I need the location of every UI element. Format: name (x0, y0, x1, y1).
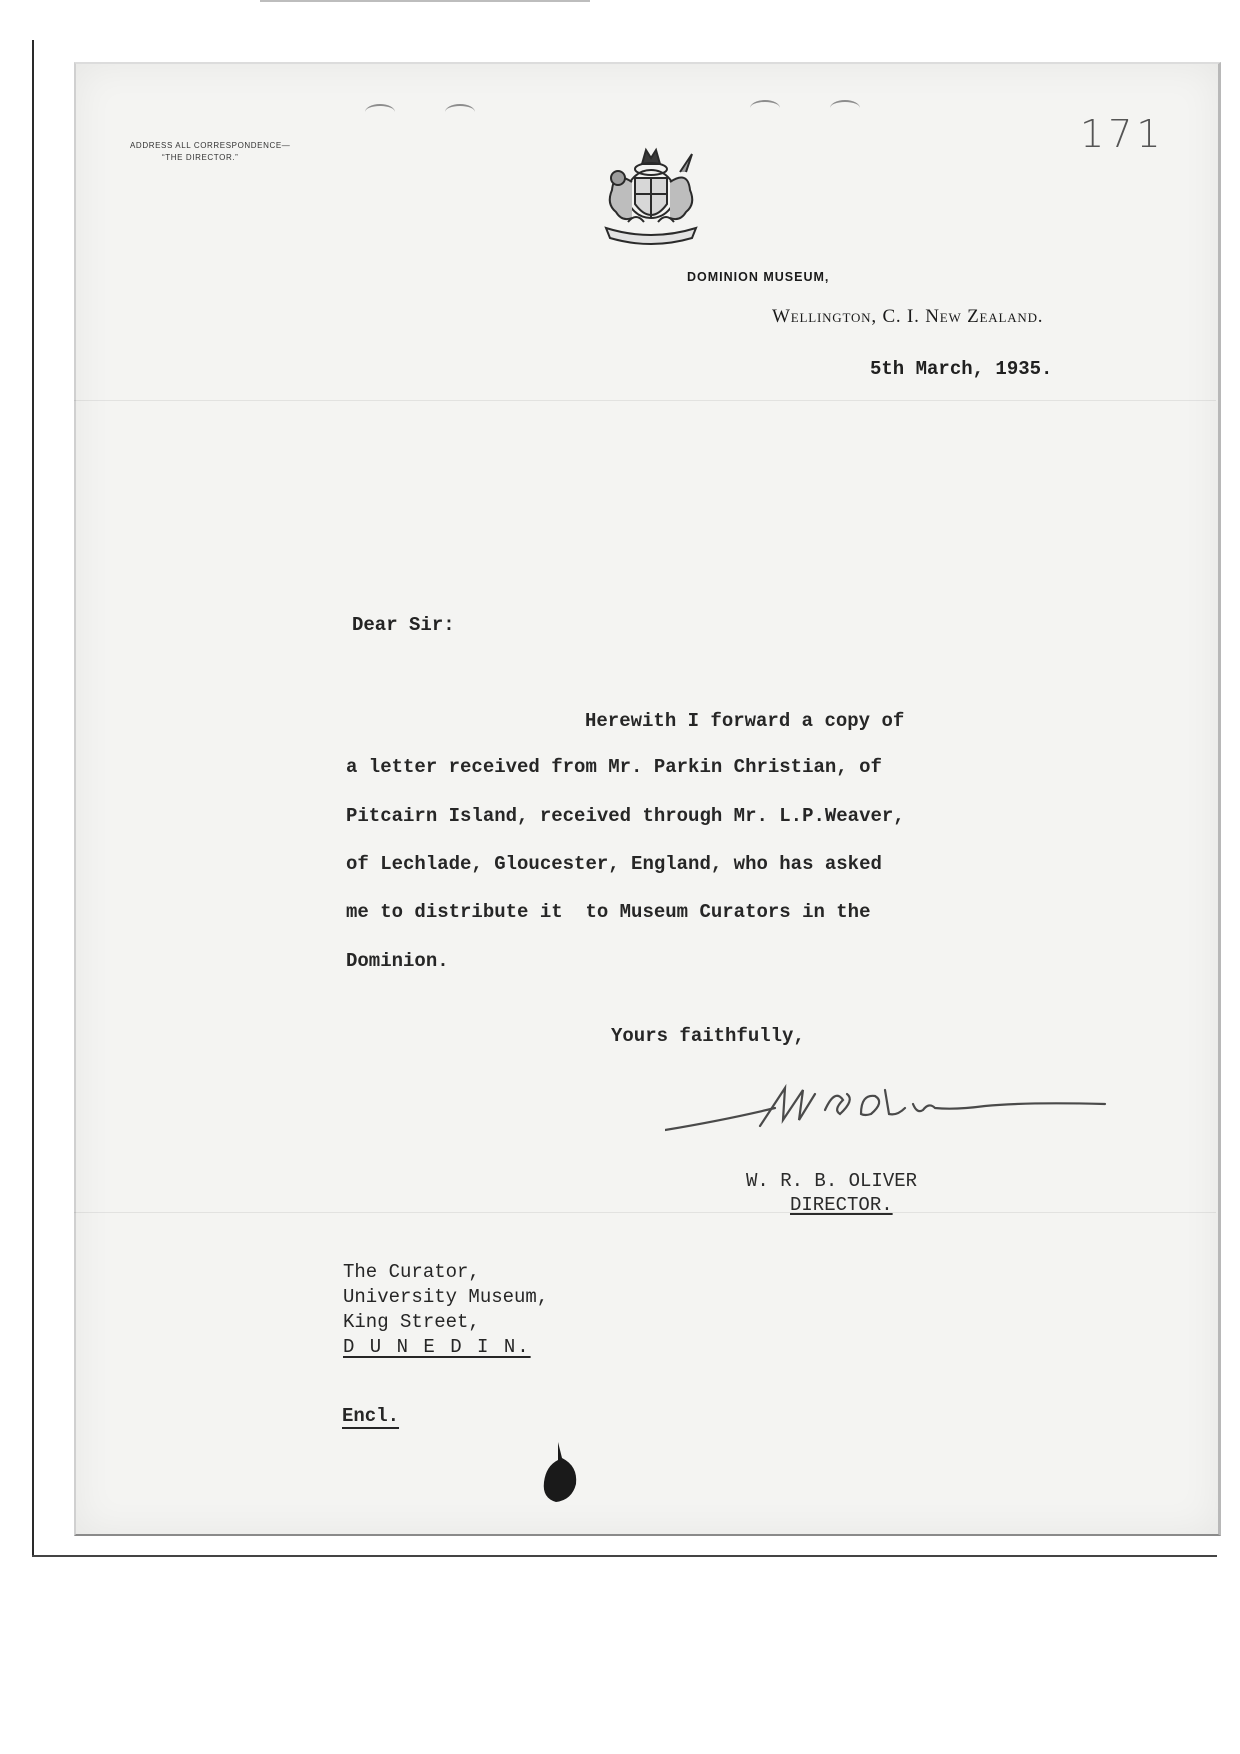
body-line: Herewith I forward a copy of (585, 710, 905, 732)
closing: Yours faithfully, (611, 1025, 805, 1047)
scan-left-edge (32, 40, 34, 1555)
recipient-institution: University Museum, (343, 1286, 549, 1308)
body-line: of Lechlade, Gloucester, England, who has asked (346, 853, 882, 875)
recipient-city: D U N E D I N. (343, 1336, 531, 1358)
punch-hole (750, 100, 780, 116)
paper-fold-line (74, 1212, 1216, 1213)
letter-sheet (74, 62, 1221, 1536)
royal-coat-of-arms-icon (592, 142, 710, 247)
recipient-title: The Curator, (343, 1261, 480, 1283)
museum-name: DOMINION MUSEUM, (687, 270, 830, 284)
body-line: Dominion. (346, 950, 449, 972)
body-line: Pitcairn Island, received through Mr. L.P.Weaver, (346, 805, 905, 827)
address-note-line: ADDRESS ALL CORRESPONDENCE— (130, 141, 291, 150)
handwritten-page-number: 171 (1080, 112, 1165, 156)
signatory-title: DIRECTOR. (790, 1194, 893, 1216)
salutation: Dear Sir: (352, 614, 455, 636)
letterhead-address-note (130, 140, 290, 164)
museum-location: Wellington, C. I. New Zealand. (772, 306, 1044, 327)
punch-hole (830, 100, 860, 116)
signatory-name: W. R. B. OLIVER (746, 1170, 918, 1192)
enclosure-note: Encl. (342, 1405, 400, 1427)
letter-date: 5th March, 1935. (870, 358, 1053, 380)
address-note-line: “THE DIRECTOR.” (162, 153, 239, 162)
body-line: me to distribute it to Museum Curators in the (346, 901, 871, 923)
punch-hole (365, 104, 395, 120)
body-line: a letter received from Mr. Parkin Christian, of (346, 756, 882, 778)
punch-hole (445, 104, 475, 120)
recipient-street: King Street, (343, 1311, 480, 1333)
ink-blot-icon (538, 1440, 588, 1510)
handwritten-signature-icon (665, 1080, 1115, 1140)
paper-fold-line (74, 400, 1216, 401)
scan-top-edge (260, 0, 590, 2)
scan-bottom-edge (32, 1555, 1217, 1557)
